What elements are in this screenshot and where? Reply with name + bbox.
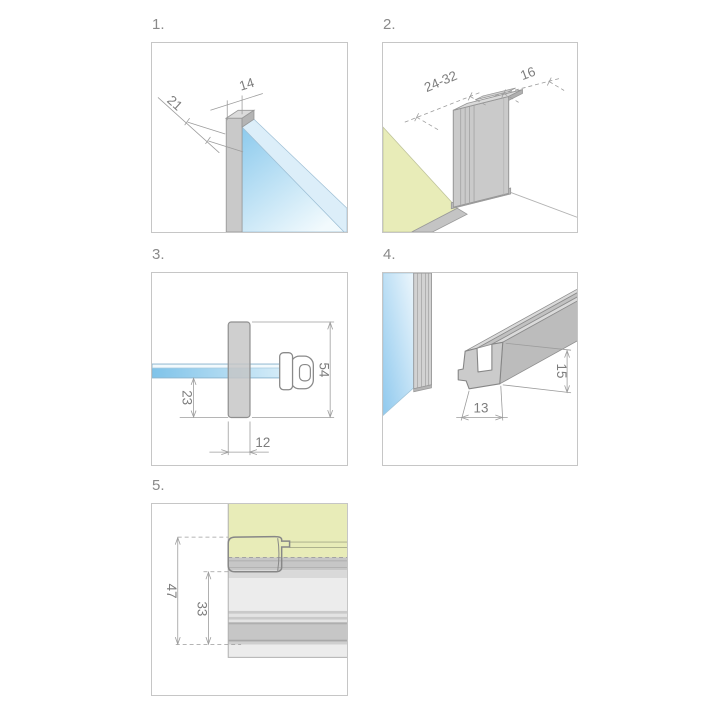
panel-5: [151, 503, 348, 696]
panel-2: [382, 42, 578, 233]
dim-33: 33: [194, 601, 210, 617]
dim-12: 12: [255, 435, 271, 451]
dim-13: 13: [473, 400, 489, 416]
panel-4-figure: [383, 273, 577, 465]
dim-21: 21: [164, 92, 186, 114]
dim-47: 47: [163, 583, 179, 599]
channel-cross-section: [458, 342, 503, 389]
glass-clamp: [280, 353, 314, 390]
dim-15: 15: [554, 363, 570, 379]
dimension-profile-width: [209, 421, 270, 455]
dim-54: 54: [316, 362, 332, 378]
panel-2-label: 2.: [383, 16, 396, 33]
panel-3-figure: [152, 273, 347, 465]
panel-1: [151, 42, 348, 233]
panel-5-figure: [152, 504, 347, 695]
dim-23: 23: [179, 390, 195, 406]
glass-panel: [152, 364, 283, 378]
dimension-lower-height: [195, 572, 229, 645]
panel-4: [382, 272, 578, 466]
dimension-glass-offset: [180, 378, 229, 418]
wall-profile-strip: [414, 273, 432, 392]
dim-24-32: 24-32: [421, 67, 460, 95]
column-front-face: [453, 96, 508, 207]
floor-corner-line: [511, 192, 577, 217]
panel-1-figure: [152, 43, 347, 232]
glass-panel: [383, 273, 414, 416]
rail-section: [228, 504, 347, 657]
glass-panel: [242, 119, 347, 232]
wall-profile: [228, 322, 250, 418]
panel-2-figure: [383, 43, 577, 232]
panel-3-label: 3.: [152, 246, 165, 263]
dim-14: 14: [237, 74, 256, 94]
wall-profile-column: [451, 88, 522, 209]
panel-1-label: 1.: [152, 16, 165, 33]
panel-3: [151, 272, 348, 466]
panel-5-label: 5.: [152, 477, 165, 494]
panel-4-label: 4.: [383, 246, 396, 263]
dimension-channel-width: [456, 386, 507, 421]
dim-16: 16: [518, 63, 538, 84]
